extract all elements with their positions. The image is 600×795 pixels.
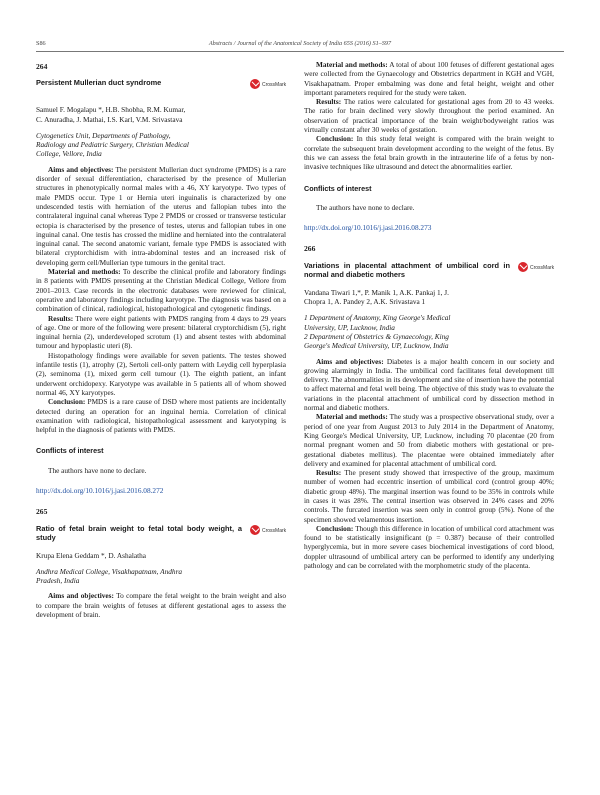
paragraph-text: Histopathology findings were available for seven patients. The testes showed infantile testis (1), atrophy (2), Sertoli cell-only pattern with Leydig cell hyperplasia (2), seminoma (1), mixed germ cell tumour (1). The eighth patient, an infant underwent orchidopexy. Karyotype was available in 5 patients all of whom showed normal 46, XY karyotypes. bbox=[36, 350, 286, 397]
affiliation-line: Pradesh, India bbox=[36, 576, 80, 586]
abstract-title: Persistent Mullerian duct syndrome bbox=[36, 78, 162, 88]
crossmark-label: CrossMark bbox=[530, 264, 555, 271]
section-label: Conclusion: bbox=[48, 397, 86, 407]
left-column bbox=[36, 60, 286, 619]
abstract-number: 265 bbox=[36, 507, 48, 517]
abstract-title-row bbox=[36, 524, 286, 544]
author-line: Chopra 1, A. Pandey 2, A.K. Srivastava 1 bbox=[304, 297, 426, 307]
crossmark-icon bbox=[250, 525, 260, 535]
journal-citation: Abstracts / Journal of the Anatomical Society of India 65S (2016) S1–S97 bbox=[208, 40, 392, 47]
abstract-paragraph bbox=[304, 134, 554, 171]
doi-link[interactable]: http://dx.doi.org/10.1016/j.jasi.2016.08.272 bbox=[36, 485, 164, 495]
page-number: S86 bbox=[36, 40, 46, 47]
abstract-paragraph bbox=[36, 165, 286, 267]
affiliation-line: College, Vellore, India bbox=[36, 149, 102, 159]
section-label: Aims and objectives: bbox=[48, 591, 114, 601]
crossmark-badge[interactable] bbox=[250, 78, 286, 92]
abstract-paragraph bbox=[36, 314, 286, 351]
paragraph-text: The study was a prospective observational study, over a period of one year from August 2013 to July 2014 in the Department of Anatomy, King George's Medical University, UP, Lucknow, including 70 placentae (20 from normal pregnant women and 50 from diabetic mothers with gestational or pre-gestational diabetes mellitus). The placentae were obtained immediately after delivery and examined for placental attachment of umbilical cord. bbox=[304, 412, 554, 468]
abstract-paragraph bbox=[36, 591, 286, 619]
author-line: C. Anuradha, J. Mathai, I.S. Karl, V.M. Srivastava bbox=[36, 114, 183, 124]
paragraph-text: The ratios were calculated for gestational ages from 20 to 43 weeks. The ratio for brain declined very slowly throughout the period examined. An observation of practical importance of the brain weight/bodyweight ratios was virtually constant after 30 weeks of gestation. bbox=[304, 97, 554, 135]
doi-link[interactable]: http://dx.doi.org/10.1016/j.jasi.2016.08.273 bbox=[304, 223, 432, 233]
conflicts-heading: Conflicts of interest bbox=[304, 183, 372, 193]
abstract-paragraph bbox=[304, 524, 554, 570]
section-label: Material and methods: bbox=[316, 412, 388, 422]
header-rule bbox=[36, 51, 564, 52]
abstract-paragraph bbox=[304, 357, 554, 413]
author-list bbox=[304, 288, 554, 307]
affiliation bbox=[36, 131, 286, 159]
paragraph-text: In this study fetal weight is compared with the brain weight to correlate the subsequent brain development according to the weight of the fetus. By this we can assess the fetal brain growth in the intrauterine life of a fetus by non-invasive techniques like ultrasound and detect the abnormalities earlier. bbox=[304, 134, 554, 172]
section-label: Material and methods: bbox=[48, 267, 121, 277]
section-label: Conclusion: bbox=[316, 134, 354, 144]
crossmark-icon bbox=[518, 262, 528, 272]
affiliation-line: Andhra Medical College, Visakhapatnam, Andhra bbox=[36, 566, 183, 576]
abstract-title-row bbox=[36, 78, 286, 98]
crossmark-label: CrossMark bbox=[262, 82, 287, 89]
affiliation-line: University, UP, Lucknow, India bbox=[304, 322, 395, 332]
crossmark-label: CrossMark bbox=[262, 527, 287, 534]
affiliation-line: Radiology and Pediatric Surgery, Christian Medical bbox=[36, 140, 189, 150]
affiliation-line: George's Medical University, UP, Lucknow, India bbox=[304, 341, 449, 351]
conflicts-text: The authors have none to declare. bbox=[316, 202, 415, 212]
affiliation-line: 1 Department of Anatomy, King George's Medical bbox=[304, 313, 451, 323]
author-line: Krupa Elena Geddam *, D. Ashalatha bbox=[36, 550, 147, 560]
right-column bbox=[304, 60, 554, 570]
abstract-title-row bbox=[304, 261, 554, 281]
section-label: Material and methods: bbox=[316, 60, 388, 69]
abstract-number: 264 bbox=[36, 62, 48, 71]
abstract-paragraph bbox=[304, 60, 554, 97]
running-header bbox=[36, 40, 564, 52]
abstract-paragraph bbox=[36, 397, 286, 434]
crossmark-badge[interactable] bbox=[518, 261, 554, 275]
crossmark-icon bbox=[250, 79, 260, 89]
section-label: Aims and objectives: bbox=[48, 164, 114, 174]
section-label: Aims and objectives: bbox=[316, 356, 384, 366]
abstract-paragraph bbox=[304, 468, 554, 524]
section-label: Conclusion: bbox=[316, 523, 354, 533]
paragraph-text: Though this difference in location of umbilical cord attachment was found to be statistically insignificant (p = 0.387) because of their controlled hyperglycemia, but in more severe cases biochemical investigations of cord blood, doppler ultrasound of umbilical artery can be performed to identify any underlying pathology and can be correlated with the morphometric study of the placenta. bbox=[304, 523, 554, 571]
paragraph-text: A total of about 100 fetuses of different gestational ages were collected from the Gynaecology and Obstetrics department in KGH and VGH, Visakhapatnam. Proper embalming was done and fetal height, weight and other important parameters required for the study were taken. bbox=[304, 60, 554, 97]
paragraph-text: To compare the fetal weight to the brain weight and also to compare the brain weights of fetuses at different gestational ages to assess the development of brain. bbox=[36, 591, 286, 620]
author-list bbox=[36, 551, 286, 560]
section-label: Results: bbox=[316, 468, 342, 478]
abstract-number: 266 bbox=[304, 244, 316, 254]
author-line: Vandana Tiwari 1,*, P. Manik 1, A.K. Pankaj 1, J. bbox=[304, 287, 449, 297]
abstract-paragraph bbox=[36, 351, 286, 397]
abstract-title: Variations in placental attachment of umbilical cord in normal and diabetic mothers bbox=[304, 260, 510, 280]
paragraph-text: There were eight patients with PMDS ranging from 4 days to 29 years of age. One or more of the following were present: bilateral cryptorchidism (5), right inguinal hernia (2), underdeveloped scrotum (1) and absent testes with abdominal tumour and hypoplastic uteri (8). bbox=[36, 313, 286, 351]
affiliation bbox=[304, 313, 554, 350]
conflicts-text: The authors have none to declare. bbox=[48, 465, 147, 475]
author-line: Samuel F. Mogalapu *, H.B. Shobha, R.M. Kumar, bbox=[36, 105, 186, 115]
affiliation-line: 2 Department of Obstetrics & Gynaecology, King bbox=[304, 331, 449, 341]
paragraph-text: The present study showed that irrespective of the group, maximum number of women had eccentric insertion of umbilical cord (control group 40%; diabetic group 48%). The marginal insertion was found to be 35% in controls while in cases it was 28%. The central insertion was observed in 24% cases and 20% controls. The furcated insertion was seen only in control group (5%). None of the specimen showed velamentous insertion. bbox=[304, 468, 554, 524]
abstract-paragraph bbox=[36, 267, 286, 313]
paragraph-text: PMDS is a rare cause of DSD where most patients are incidentally detected during an operation for an inguinal hernia. Correlation of clinical examination with radiological, histopathological assessment and karyotyping is helpful in the diagnosis of patients with PMDS. bbox=[36, 397, 286, 435]
author-list bbox=[36, 105, 286, 124]
affiliation-line: Cytogenetics Unit, Departments of Pathology, bbox=[36, 130, 171, 140]
section-label: Results: bbox=[48, 313, 74, 323]
abstract-paragraph bbox=[304, 97, 554, 134]
affiliation bbox=[36, 567, 286, 586]
abstract-title: Ratio of fetal brain weight to fetal total body weight, a study bbox=[36, 523, 242, 542]
abstract-paragraph bbox=[304, 412, 554, 468]
paragraph-text: The persistent Mullerian duct syndrome (PMDS) is a rare disorder of sexual differentiation, characterised by the presence of Mullerian structures in phenotypically normal males with a 46, XY karyotype. Two types of male PMDS occur. Type 1 or Hernia uteri inguinalis is characterized by one undescended testis with herniation of the uterus and fallopian tubes into the contralateral inguinal canal whereas Type 2 PMDS or crossed or transverse testicular ectopia is characterised by the presence of testes, uterus and fallopian tubes in one inguinal canal. One testis has crossed the midline and herniated into the contralateral inguinal canal. The second anatomic variant, female type PMDS is associated with bilateral cryptorchidism with intra-abdominal testes and an increased risk of developing germ cell/Mullerian type tumours in the genital tract. bbox=[36, 164, 286, 267]
crossmark-badge[interactable] bbox=[250, 524, 286, 538]
paragraph-text: Diabetes is a major health concern in our society and growing alarmingly in India. The umbilical cord facilitates fetal development till delivery. The abnormalities in its development and site of insertion have the potential to affect maternal and fetal well being. The objective of this study was to evaluate the variations in the placental attachment of umbilical cord by dissection method in normal and diabetic mothers. bbox=[304, 356, 554, 413]
conflicts-heading: Conflicts of interest bbox=[36, 446, 104, 456]
paragraph-text: To describe the clinical profile and laboratory findings in 8 patients with PMDS presenting at the Christian Medical College, Vellore from 2001–2013. Case records in the electronic databases were reviewed for clinical, operative and laboratory findings including karyotype. The diagnosis was based on a combination of clinical, radiological, histopathological and cytogenetic findings. bbox=[36, 267, 286, 314]
section-label: Results: bbox=[316, 97, 342, 107]
